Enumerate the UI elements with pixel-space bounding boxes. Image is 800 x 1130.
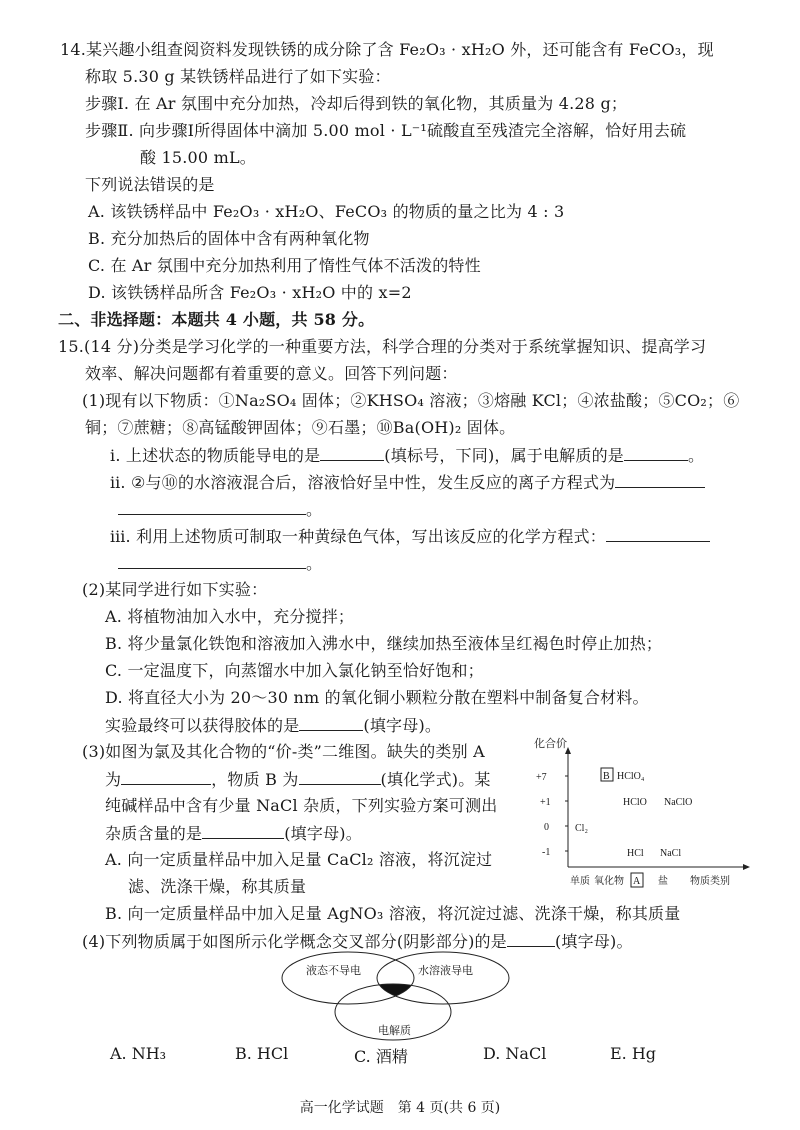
q15-p3-text-b: ，物质 B 为 — [211, 770, 299, 789]
venn-label-left: 液态不导电 — [306, 965, 361, 977]
q15-p4-hint: (填字母)。 — [554, 932, 633, 951]
q14-prompt: 下列说法错误的是 — [85, 175, 215, 194]
venn-label-bottom: 电解质 — [378, 1025, 411, 1037]
q15-p3-line2 — [105, 768, 491, 791]
q15-p4-answer-d[interactable]: D. NaCl — [483, 1044, 547, 1063]
q15-p4-answer-c[interactable]: C. 酒精 — [354, 1047, 408, 1066]
period: 。 — [306, 500, 323, 519]
q15-p3-option-b[interactable]: B. 向一定质量样品中加入足量 AgNO₃ 溶液，将沉淀过滤、洗涤干燥，称其质量 — [105, 904, 681, 923]
answer-blank[interactable] — [507, 930, 555, 947]
q14-option-d[interactable]: D. 该铁锈样品所含 Fe₂O₃ · xH₂O 中的 x=2 — [88, 283, 412, 302]
chart-x-arrow — [743, 864, 750, 870]
q15-p3-line3: 纯碱样品中含有少量 NaCl 杂质，下列实验方案可测出 — [105, 796, 498, 815]
q14-step2a: 步骤Ⅱ. 向步骤Ⅰ所得固体中滴加 5.00 mol · L⁻¹硫酸直至残渣完全溶解，恰好用去硫 — [85, 121, 687, 140]
chart-y-tick: -1 — [542, 847, 551, 858]
period: 。 — [306, 554, 323, 573]
chart-x-label: 氧化物 — [594, 876, 624, 887]
answer-blank[interactable] — [615, 471, 705, 488]
q14-option-b[interactable]: B. 充分加热后的固体中含有两种氧化物 — [88, 229, 370, 248]
q15-p2-title: (2)某同学进行如下实验： — [82, 580, 268, 599]
q15-intro1: 15.(14 分)分类是学习化学的一种重要方法，科学合理的分类对于系统掌握知识、提高学习 — [58, 337, 707, 356]
q15-p2-option-d[interactable]: D. 将直径大小为 20～30 nm 的氧化铜小颗粒分散在塑料中制备复合材料。 — [105, 688, 649, 707]
answer-blank[interactable] — [118, 552, 306, 569]
chart-point-hclo4: HClO₄ — [617, 771, 645, 782]
chart-point-cl2: Cl₂ — [575, 823, 588, 834]
q15-p2-question-text: 实验最终可以获得胶体的是 — [105, 716, 300, 735]
q14-line1: 14.某兴趣小组查阅资料发现铁锈的成分除了含 Fe₂O₃ · xH₂O 外，还可能含有 FeCO₃，现 — [60, 40, 714, 59]
chart-point-hclo: HClO — [623, 797, 647, 808]
chart-y-title: 化合价 — [534, 738, 567, 750]
q15-p3-line1: (3)如图为氯及其化合物的“价-类”二维图。缺失的类别 A — [82, 742, 485, 761]
answer-blank[interactable] — [299, 768, 381, 785]
q15-p2-option-a[interactable]: A. 将植物油加入水中，充分搅拌； — [105, 607, 355, 626]
q15-p1-i-text-b: (填标号，下同)，属于电解质的是 — [384, 446, 624, 465]
answer-blank[interactable] — [121, 768, 211, 785]
q15-p4-answer-b[interactable]: B. HCl — [235, 1044, 289, 1063]
page-footer: 高一化学试题 第 4 页(共 6 页) — [299, 1100, 501, 1116]
period: 。 — [687, 446, 705, 465]
q15-p2-option-c[interactable]: C. 一定温度下，向蒸馏水中加入氯化钠至恰好饱和； — [105, 661, 484, 680]
q15-p1-ii-text: ⅱ. ②与⑩的水溶液混合后，溶液恰好呈中性，发生反应的离子方程式为 — [110, 473, 616, 492]
q15-p2-question-hint: (填字母)。 — [363, 716, 442, 735]
q15-p2-option-b[interactable]: B. 将少量氯化铁饱和溶液加入沸水中，继续加热至液体呈红褐色时停止加热； — [105, 634, 663, 653]
q15-p3-option-a1[interactable]: A. 向一定质量样品中加入足量 CaCl₂ 溶液，将沉淀过 — [105, 850, 493, 869]
q15-p1-i-text-a: ⅰ. 上述状态的物质能导电的是 — [110, 446, 321, 465]
q15-p3-text-d: 杂质含量的是 — [105, 824, 203, 843]
q15-p1-iii-cont — [118, 552, 322, 575]
q15-p4-answer-e[interactable]: E. Hg — [610, 1044, 657, 1063]
q15-p1-line2: 铜；⑦蔗糖；⑧高锰酸钾固体；⑨石墨；⑩Ba(OH)₂ 固体。 — [85, 418, 516, 437]
chart-x-label: 物质类别 — [690, 876, 730, 887]
q15-p1-ii-cont — [118, 498, 322, 521]
q15-p3-line4 — [105, 822, 362, 845]
chart-y-tick: +7 — [536, 772, 547, 783]
chart-point-nacl: NaCl — [660, 848, 682, 859]
chart-point-b: B — [603, 771, 610, 782]
answer-blank[interactable] — [299, 714, 363, 731]
q15-p1-ii — [110, 471, 705, 494]
q15-p1-i — [110, 444, 704, 467]
chart-y-tick: 0 — [544, 822, 549, 833]
venn-diagram — [278, 950, 528, 1050]
q14-option-a[interactable]: A. 该铁锈样品中 Fe₂O₃ · xH₂O、FeCO₃ 的物质的量之比为 4 : 3 — [88, 202, 565, 221]
q14-option-c[interactable]: C. 在 Ar 氛围中充分加热利用了惰性气体不活泼的特性 — [88, 256, 481, 275]
q15-p2-question — [105, 714, 441, 737]
q15-p3-text-e: (填字母)。 — [284, 824, 362, 843]
venn-label-right: 水溶液导电 — [418, 965, 473, 977]
q15-p3-option-a2: 滤、洗涤干燥，称其质量 — [128, 877, 307, 896]
q15-intro2: 效率、解决问题都有着重要的意义。回答下列问题： — [85, 364, 458, 383]
valence-category-chart — [530, 733, 755, 888]
answer-blank[interactable] — [624, 444, 688, 461]
chart-x-label: 盐 — [658, 876, 668, 887]
answer-blank[interactable] — [606, 525, 710, 542]
section-title: 二、非选择题：本题共 4 小题，共 58 分。 — [58, 310, 375, 329]
q15-p3-text-a: 为 — [105, 770, 122, 789]
q14-step1: 步骤Ⅰ. 在 Ar 氛围中充分加热，冷却后得到铁的氧化物，其质量为 4.28 g； — [85, 94, 628, 113]
answer-blank[interactable] — [320, 444, 384, 461]
q15-p1-iii — [110, 525, 710, 548]
q15-p4-text: (4)下列物质属于如图所示化学概念交叉部分(阴影部分)的是 — [82, 932, 507, 951]
q15-p4-answer-a[interactable]: A. NH₃ — [110, 1044, 167, 1063]
venn-circle-left — [282, 952, 414, 1004]
chart-x-label: A — [633, 876, 641, 887]
q14-line2: 称取 5.30 g 某铁锈样品进行了如下实验： — [85, 67, 391, 86]
answer-blank[interactable] — [118, 498, 306, 515]
chart-x-label: 单质 — [570, 876, 590, 887]
chart-point-hcl: HCl — [627, 848, 644, 859]
q15-p1-line1: (1)现有以下物质：①Na₂SO₄ 固体；②KHSO₄ 溶液；③熔融 KCl；④浓盐酸；⑤CO₂；⑥ — [82, 391, 740, 410]
chart-y-tick: +1 — [540, 797, 551, 808]
q15-p1-iii-text: ⅲ. 利用上述物质可制取一种黄绿色气体，写出该反应的化学方程式： — [110, 527, 606, 546]
venn-circle-right — [377, 952, 509, 1004]
q15-p3-text-c: (填化学式)。某 — [380, 770, 491, 789]
answer-blank[interactable] — [202, 822, 284, 839]
chart-point-naclo: NaClO — [664, 797, 693, 808]
q14-step2b: 酸 15.00 mL。 — [140, 148, 256, 167]
